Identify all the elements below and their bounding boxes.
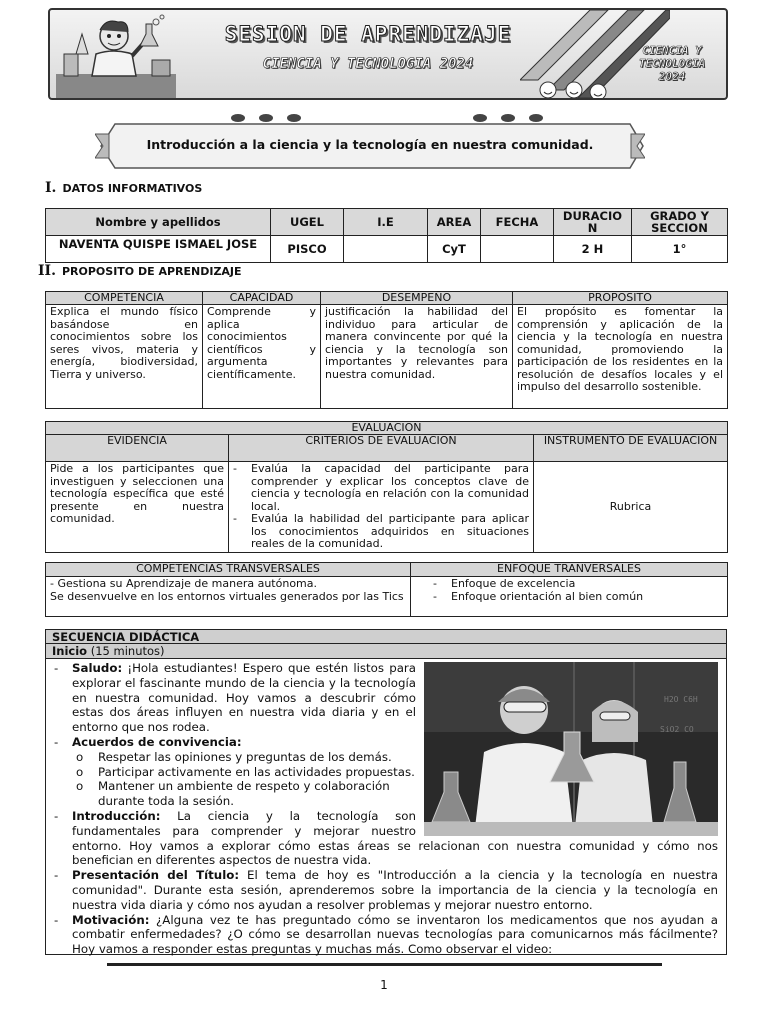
- secuencia-body: [46, 659, 726, 957]
- banner-subtitle: CIENCIA Y TECNOLOGIA 2024: [262, 56, 474, 72]
- value-duracion: 2 H: [554, 236, 632, 263]
- section-1-number: I.: [45, 180, 57, 196]
- header-instrumento: INSTRUMENTO DE EVALUACION: [534, 435, 728, 462]
- presentacion-label: Presentación del Título:: [72, 868, 240, 883]
- section-2-heading: [38, 263, 242, 279]
- corner-line-3: 2024: [658, 70, 686, 83]
- enfoques-cell: [411, 577, 728, 617]
- acuerdos-label: Acuerdos de convivencia:: [72, 734, 242, 749]
- saludo-text: ¡Hola estudiantes! Espero que estén listos para explorar el fascinante mundo de la ciencia y la tecnología en nuestra comunidad. Hoy vamos a descubrir cómo estas dos áreas influyen en nuestra vida diaria y en el entorno que nos rodea.: [72, 661, 416, 735]
- evidencia-text: Pide a los participantes que investiguen y seleccionen una tecnología específica que esté presente en nuestra comunidad.: [46, 462, 229, 553]
- header-proposito: PROPOSITO: [513, 292, 728, 305]
- value-grado: 1°: [632, 236, 728, 263]
- scientist-illustration: [56, 14, 176, 98]
- competencia-transversal-1: - Gestiona su Aprendizaje de manera autónoma.: [50, 577, 318, 590]
- acuerdo-item: o Participar activamente en las actividades propuestas.: [52, 765, 718, 780]
- competencia-text: Explica el mundo físico basándose en conocimientos sobre los seres vivos, materia y energía, biodiversidad, Tierra y universo.: [46, 305, 203, 409]
- header-fecha: FECHA: [481, 209, 554, 236]
- value-area: CyT: [428, 236, 481, 263]
- acuerdo-item: o Respetar las opiniones y preguntas de los demás.: [52, 750, 718, 765]
- value-ugel: PISCO: [271, 236, 344, 263]
- section-1-title: DATOS INFORMATIVOS: [62, 182, 203, 195]
- svg-text:H2O C6H: H2O C6H: [664, 695, 698, 704]
- header-desempeno: DESEMPEÑO: [321, 292, 513, 305]
- evaluacion-title: EVALUACION: [46, 422, 728, 435]
- header-criterios: CRITERIOS DE EVALUACION: [229, 435, 534, 462]
- footer-divider: [107, 963, 662, 966]
- value-fecha: [481, 236, 554, 263]
- motivacion-text: ¿Alguna vez te has preguntado cómo se inventaron los medicamentos que nos ayudan a combatir enfermedades? ¿O cómo se desarrollan nuevas tecnologías para comunicarnos más fácilmente? Hoy vamos a responder estas preguntas y muchas más. Como observar el video:: [72, 912, 718, 957]
- desempeno-text: justificación la habilidad del individuo para articular de manera convincente por qué la ciencia y la tecnología son importantes y relevantes para nuestra comunidad.: [321, 305, 513, 409]
- competencia-transversal-2: Se desenvuelve en los entornos virtuales generados por las Tics: [50, 589, 404, 603]
- inicio-time: (15 minutos): [87, 644, 165, 658]
- session-title: Introducción a la ciencia y la tecnología en nuestra comunidad.: [146, 137, 594, 152]
- criterios-cell: [229, 462, 534, 553]
- header-banner: [48, 8, 728, 100]
- info-table: [45, 208, 728, 263]
- header-competencias-transversales: COMPETENCIAS TRANSVERSALES: [46, 563, 411, 577]
- header-capacidad: CAPACIDAD: [203, 292, 321, 305]
- header-enfoque-transversales: ENFOQUE TRANVERSALES: [411, 563, 728, 577]
- header-duracion: DURACIO N: [554, 209, 632, 236]
- svg-text:SiO2 CO: SiO2 CO: [660, 725, 694, 734]
- header-ugel: UGEL: [271, 209, 344, 236]
- criterio-item: - Evalúa la capacidad del participante para comprender y explicar los conceptos clave de ciencia y tecnología en relación con la comunidad local.: [229, 463, 529, 513]
- enfoque-item: - Enfoque de excelencia: [429, 578, 723, 591]
- saludo-label: Saludo:: [72, 661, 123, 675]
- enfoque-item: - Enfoque orientación al bien común: [429, 591, 723, 604]
- transversales-table: [45, 562, 728, 617]
- evaluacion-table: [45, 421, 728, 553]
- introduccion-label: Introducción:: [72, 808, 161, 823]
- presentacion-item: [52, 868, 718, 912]
- motivacion-item: [52, 913, 718, 957]
- introduccion-text: La ciencia y la tecnología son fundamentales para comprender y mejorar nuestro entorno. Hoy vamos a explorar cómo estas áreas se relacionan con nuestra comunidad y cómo nos benefician en diferentes aspectos de nuestra vida.: [72, 808, 718, 868]
- motivacion-label: Motivación:: [72, 912, 150, 927]
- acuerdo-item: o Mantener un ambiente de respeto y colaboración durante toda la sesión.: [52, 779, 718, 809]
- header-evidencia: EVIDENCIA: [46, 435, 229, 462]
- introduccion-item: [52, 809, 718, 868]
- section-2-number: II.: [38, 263, 56, 279]
- inicio-label: Inicio: [52, 644, 88, 658]
- value-ie: [344, 236, 428, 263]
- secuencia-title: SECUENCIA DIDÁCTICA: [46, 630, 726, 644]
- capacidad-text: Comprende y aplica conocimientos científicos y argumenta científicamente.: [203, 305, 321, 409]
- proposito-table: [45, 291, 728, 409]
- header-grado: GRADO Y SECCION: [632, 209, 728, 236]
- header-competencia: COMPETENCIA: [46, 292, 203, 305]
- banner-corner-label: [624, 44, 720, 83]
- section-2-title: PROPOSITO DE APRENDIZAJE: [61, 265, 242, 278]
- secuencia-didactica: [45, 629, 727, 955]
- saludo-item: [52, 661, 718, 735]
- value-nombre: NAVENTA QUISPE ISMAEL JOSE: [46, 236, 271, 263]
- corner-line-2: TECNOLOGIA: [638, 57, 706, 70]
- criterio-item: - Evalúa la habilidad del participante para aplicar los conocimientos adquiridos en situaciones reales de la comunidad.: [229, 513, 529, 551]
- corner-line-1: CIENCIA Y: [642, 44, 702, 57]
- instrumento-text: Rubrica: [534, 462, 728, 553]
- presentacion-text: El tema de hoy es "Introducción a la ciencia y la tecnología en nuestra comunidad". Durante esta sesión, aprenderemos sobre la importancia de la ciencia y la tecnología en nuestra vida diaria y cómo nos ayudan a resolver problemas y mejorar nuestro entorno.: [72, 868, 718, 912]
- header-area: AREA: [428, 209, 481, 236]
- header-ie: I.E: [344, 209, 428, 236]
- section-1-heading: [45, 180, 202, 196]
- header-nombre: Nombre y apellidos: [46, 209, 271, 236]
- criterios-list: [229, 463, 529, 551]
- acuerdos-item: [52, 735, 718, 750]
- competencias-transversales-cell: [46, 577, 411, 617]
- inicio-bar: [46, 644, 726, 659]
- page-number: 1: [380, 978, 388, 992]
- banner-title: SESION DE APRENDIZAJE: [224, 22, 512, 46]
- proposito-text: El propósito es fomentar la comprensión y aplicación de la ciencia y la tecnología en nuestra comunidad, promoviendo la participación de los residentes en la resolución de desafíos locales y el impulso del desarrollo sostenible.: [513, 305, 728, 409]
- enfoques-list: [429, 578, 723, 603]
